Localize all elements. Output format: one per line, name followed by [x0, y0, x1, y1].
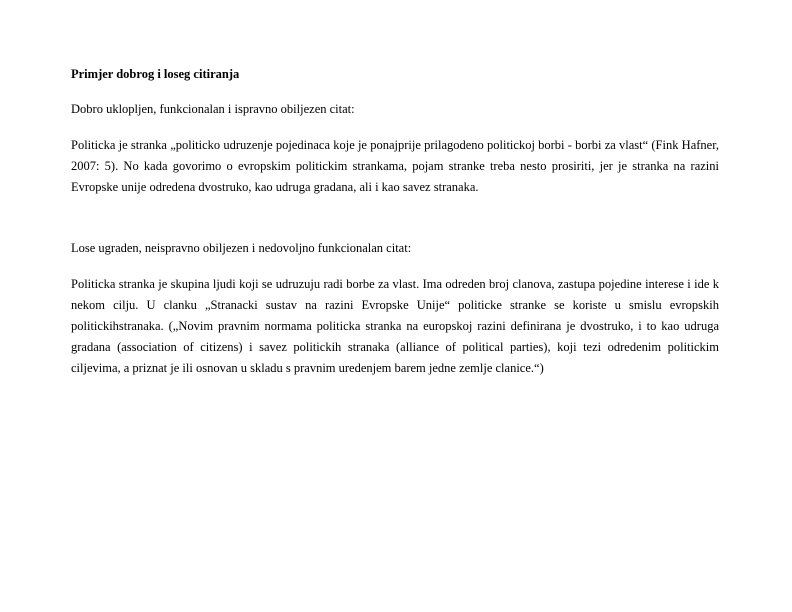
section-spacer: [71, 198, 719, 238]
good-example-label: Dobro uklopljen, funkcionalan i ispravno obiljezen citat:: [71, 102, 355, 116]
bad-example-paragraph: Politicka stranka je skupina ljudi koji se udruzuju radi borbe za vlast. Ima odreden broj clanova, zastupa pojedine interese i ide k nekom cilju. U clanku „Stranacki sustav na razini Evropske Unije“ politicke stranke se koriste u smislu evropskih politickihstranaka. („Novim pravnim normama politicka stranka na europskoj razini definirana je dvostruko, i to kao udruga gradana (association of citizens) i savez politickih stranaka (alliance of political parties), koji tezi odredenim politickim ciljevima, a priznat je ili osnovan u skladu s pravnim uredenjem barem jedne zemlje clanice.“): [71, 277, 719, 375]
good-example-paragraph: Politicka je stranka „politicko udruzenje pojedinaca koje je ponajprije prilagodeno politickoj borbi - borbi za vlast“ (Fink Hafner, 2007: 5). No kada govorimo o evropskim politickim strankama, pojam stranke treba nesto prosiriti, jer je stranka na razini Evropske unije odredena dvostruko, kao udruga gradana, ali i kao savez stranaka.: [71, 138, 719, 194]
document-title: Primjer dobrog i loseg citiranja: [71, 67, 240, 81]
bad-example-label: Lose ugraden, neispravno obiljezen i nedovoljno funkcionalan citat:: [71, 241, 412, 255]
document-page: [71, 64, 719, 379]
